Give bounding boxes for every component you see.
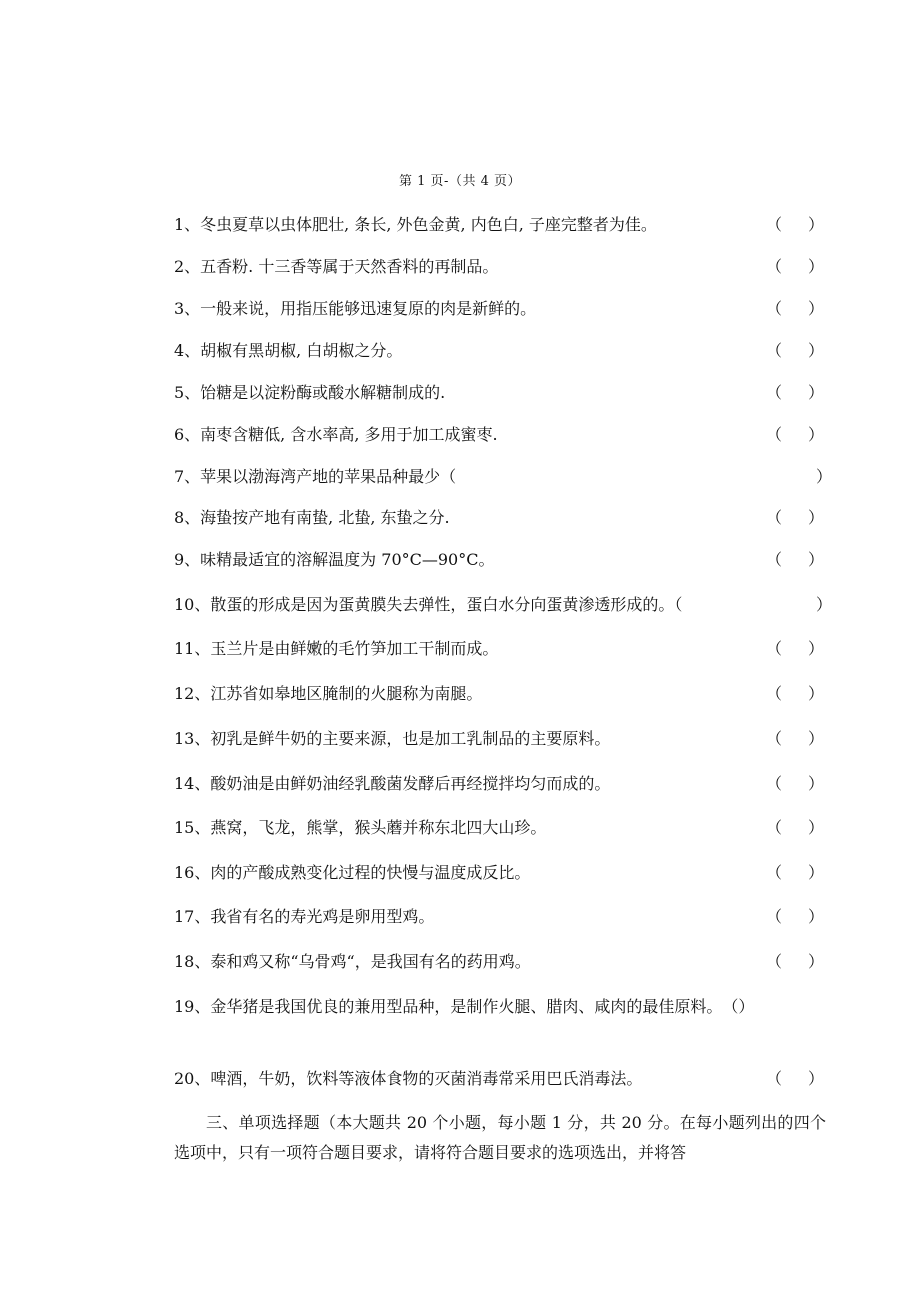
answer-blank-close: ） (808, 425, 825, 444)
answer-blank-close: ） (808, 341, 825, 360)
question-text: 7、苹果以渤海湾产地的苹果品种最少（ (174, 467, 457, 486)
question-7 (174, 466, 833, 488)
answer-blank-close: ） (808, 952, 825, 971)
answer-blank-close: ） (808, 1069, 825, 1088)
question-20 (174, 1068, 824, 1090)
question-19 (174, 996, 824, 1018)
answer-blank-close: ） (808, 907, 825, 926)
question-text: 4、胡椒有黑胡椒, 白胡椒之分。 (174, 341, 403, 360)
question-text: 15、燕窝，飞龙，熊掌，猴头蘑并称东北四大山珍。 (174, 818, 547, 837)
answer-blank-open[interactable]: （ (722, 997, 739, 1016)
question-13 (174, 728, 824, 750)
answer-blank-open: （ (766, 684, 783, 703)
answer-blank[interactable] (766, 862, 825, 884)
answer-blank[interactable] (766, 728, 825, 750)
answer-blank[interactable] (766, 638, 825, 660)
answer-blank-open: （ (766, 550, 783, 569)
answer-blank-close: ） (808, 863, 825, 882)
question-16 (174, 862, 824, 884)
answer-blank[interactable] (766, 256, 825, 278)
answer-blank-open: （ (766, 257, 783, 276)
answer-blank[interactable] (766, 683, 825, 705)
question-text: 5、饴糖是以淀粉酶或酸水解糖制成的. (174, 383, 446, 402)
answer-blank-open: （ (766, 863, 783, 882)
answer-blank-open: （ (766, 729, 783, 748)
answer-blank-close: ） (808, 818, 825, 837)
answer-blank-open: （ (766, 907, 783, 926)
answer-blank-close: ） (816, 595, 833, 614)
answer-blank-open: （ (766, 215, 783, 234)
answer-blank-open: （ (766, 639, 783, 658)
question-text: 6、南枣含糖低, 含水率高, 多用于加工成蜜枣. (174, 425, 498, 444)
answer-blank-open: （ (766, 952, 783, 971)
answer-blank-close: ） (808, 383, 825, 402)
question-11 (174, 638, 824, 660)
question-17 (174, 906, 824, 928)
question-1 (174, 214, 824, 236)
answer-blank[interactable] (766, 424, 825, 446)
answer-blank-close: ） (808, 684, 825, 703)
answer-blank-close: ） (808, 729, 825, 748)
question-text: 3、一般来说，用指压能够迅速复原的肉是新鲜的。 (174, 299, 537, 318)
answer-blank-open: （ (766, 508, 783, 527)
question-8 (174, 507, 824, 529)
question-text: 13、初乳是鲜牛奶的主要来源，也是加工乳制品的主要原料。 (174, 729, 611, 748)
question-5 (174, 382, 824, 404)
answer-blank-open: （ (766, 774, 783, 793)
answer-blank[interactable] (766, 214, 825, 236)
question-text: 19、金华猪是我国优良的兼用型品种，是制作火腿、腊肉、咸肉的最佳原料。 (174, 997, 723, 1016)
answer-blank-close: ） (808, 774, 825, 793)
answer-blank-close: ） (808, 639, 825, 658)
answer-blank-open: （ (766, 818, 783, 837)
answer-blank-close: ） (808, 508, 825, 527)
answer-blank[interactable] (766, 773, 825, 795)
question-text: 9、味精最适宜的溶解温度为 70°C—90°C。 (174, 550, 495, 569)
answer-blank[interactable] (766, 507, 825, 529)
question-text: 2、五香粉. 十三香等属于天然香料的再制品。 (174, 257, 499, 276)
answer-blank-open: （ (766, 1069, 783, 1088)
question-9 (174, 549, 824, 571)
question-15 (174, 817, 824, 839)
question-text: 16、肉的产酸成熟变化过程的快慢与温度成反比。 (174, 863, 531, 882)
answer-blank[interactable] (766, 382, 825, 404)
question-text: 18、泰和鸡又称“乌骨鸡“，是我国有名的药用鸡。 (174, 952, 531, 971)
answer-blank-close: ） (738, 997, 755, 1016)
question-4 (174, 340, 824, 362)
question-14 (174, 773, 824, 795)
question-text: 17、我省有名的寿光鸡是卵用型鸡。 (174, 907, 435, 926)
answer-blank[interactable] (766, 1068, 825, 1090)
question-12 (174, 683, 824, 705)
answer-blank-open: （ (766, 341, 783, 360)
answer-blank-open: （ (766, 299, 783, 318)
question-6 (174, 424, 824, 446)
answer-blank-open: （ (766, 425, 783, 444)
answer-blank[interactable] (766, 906, 825, 928)
answer-blank[interactable] (766, 340, 825, 362)
answer-blank[interactable] (766, 298, 825, 320)
question-text: 10、散蛋的形成是因为蛋黄膜失去弹性，蛋白水分向蛋黄渗透形成的。（ (174, 595, 683, 614)
answer-blank-close: ） (808, 257, 825, 276)
question-text: 11、玉兰片是由鲜嫩的毛竹笋加工干制而成。 (174, 639, 499, 658)
question-2 (174, 256, 824, 278)
page-number-header: 第 1 页-（共 4 页） (399, 174, 521, 189)
answer-blank[interactable] (766, 817, 825, 839)
question-text: 14、酸奶油是由鲜奶油经乳酸菌发酵后再经搅拌均匀而成的。 (174, 774, 611, 793)
answer-blank-close: ） (808, 550, 825, 569)
question-text: 12、江苏省如皋地区腌制的火腿称为南腿。 (174, 684, 483, 703)
section-3-instructions: 三、单项选择题（本大题共 20 个小题，每小题 1 分，共 20 分。在每小题列出的四个选项中，只有一项符合题目要求，请将符合题目要求的选项选出，并将答 (174, 1113, 826, 1162)
answer-blank[interactable] (766, 549, 825, 571)
answer-blank-close: ） (816, 467, 833, 486)
question-text: 1、冬虫夏草以虫体肥壮, 条长, 外色金黄, 内色白, 子座完整者为佳。 (174, 215, 657, 234)
answer-blank-close: ） (808, 215, 825, 234)
answer-blank-open: （ (766, 383, 783, 402)
question-text: 20、啤酒，牛奶，饮料等液体食物的灭菌消毒常采用巴氏消毒法。 (174, 1069, 643, 1088)
question-18 (174, 951, 824, 973)
question-text: 8、海蛰按产地有南蛰, 北蛰, 东蛰之分. (174, 508, 450, 527)
answer-blank-close: ） (808, 299, 825, 318)
question-3 (174, 298, 824, 320)
answer-blank[interactable] (766, 951, 825, 973)
question-10 (174, 594, 833, 616)
